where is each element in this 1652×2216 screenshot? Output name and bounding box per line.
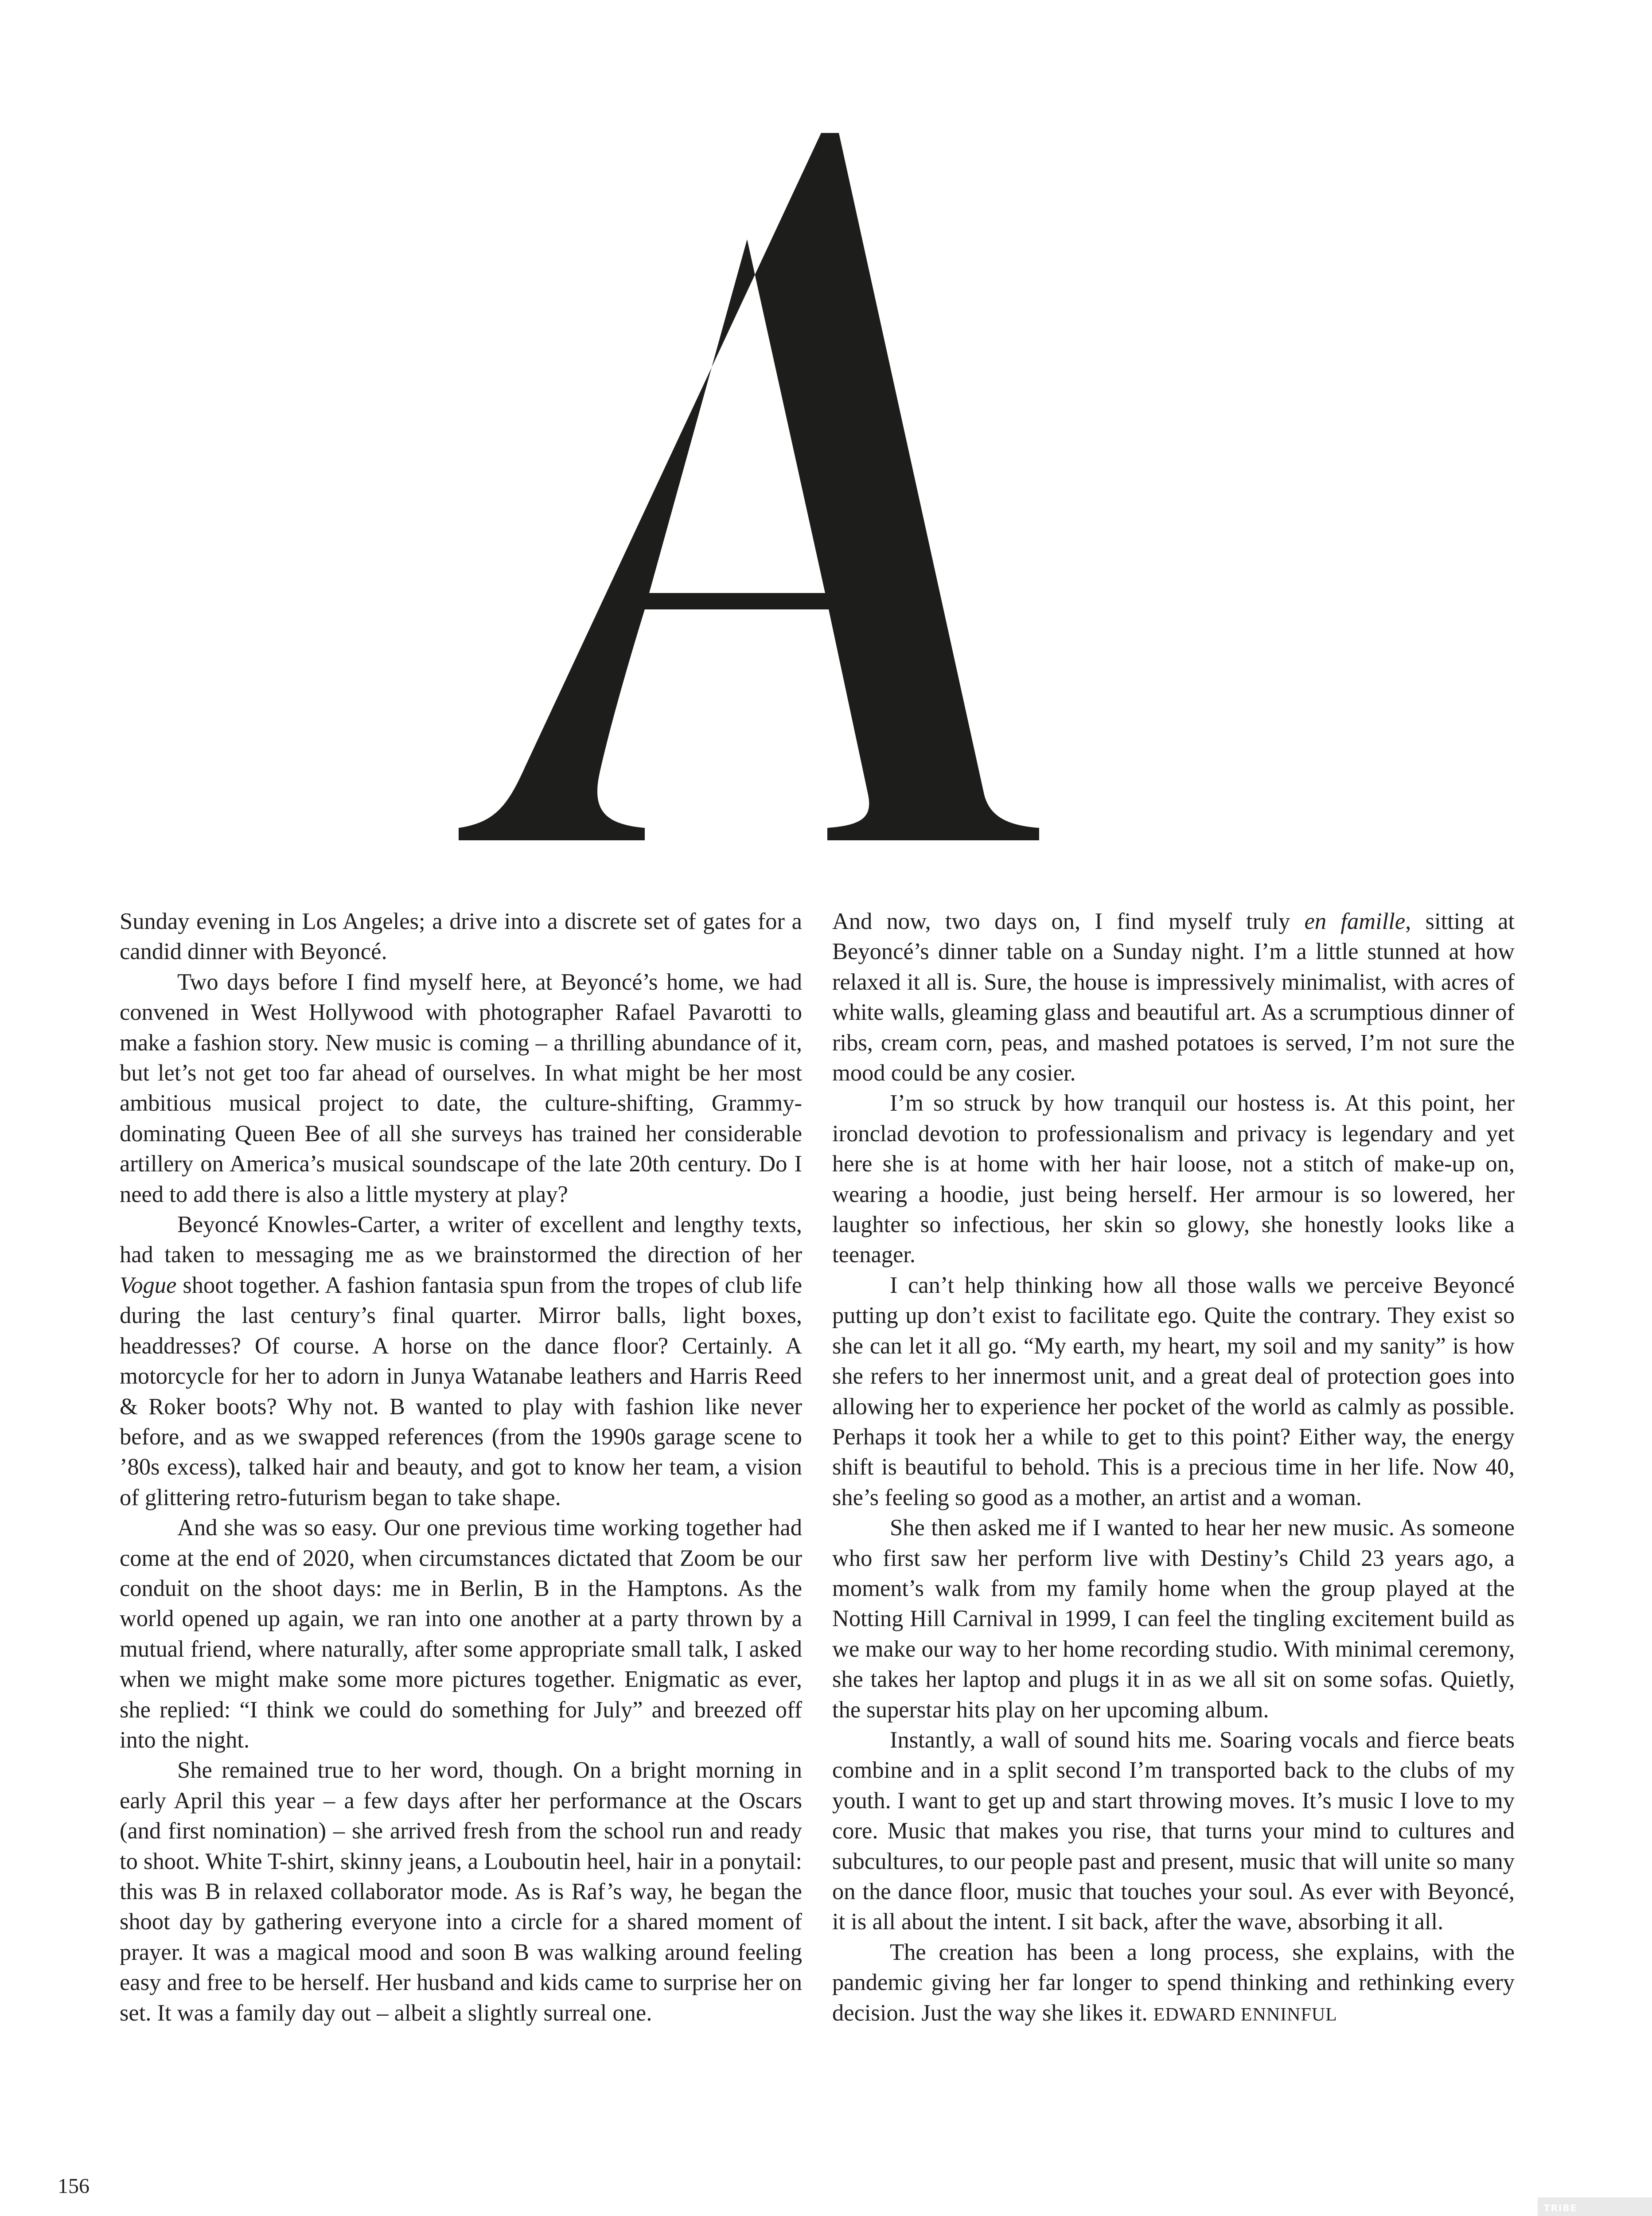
paragraph-text: shoot together. A fashion fantasia spun from the tropes of club life during the last century’s final quarter. Mirror balls, light boxes, headdresses? Of course. A horse on the dance floor? Certainly. A motorcycle for her to adorn in Junya Watanabe leathers and Harris Reed & Roker boots? Why not. B wanted to play with fashion like never before, and as we swapped references (from the 1990s garage scene to ’80s excess), talked hair and beauty, and got to know her team, a vision of glittering retro-futurism began to take shape. [120,1272,802,1510]
paragraph-text: She then asked me if I wanted to hear her new music. As someone who first saw her perform live with Destiny’s Child 23 years ago, a moment’s walk from my family home when the group played at the Notting Hill Carnival in 1999, I can feel the tingling excitement build as we make our way to her home recording studio. With minimal ceremony, she takes her laptop and plugs it in as we all sit on some sofas. Quietly, the superstar hits play on her upcoming album. [832,1515,1515,1723]
paragraph-text: Instantly, a wall of sound hits me. Soaring vocals and fierce beats combine and in a split second I’m transported back to the clubs of my youth. I want to get up and start throwing moves. It’s music I love to my core. Music that makes you rise, that turns your mind to cultures and subcultures, to our people past and present, music that will unite so many on the dance floor, music that touches your soul. As ever with Beyoncé, it is all about the intent. I sit back, after the wave, absorbing it all. [832,1727,1515,1935]
italic-title: en famille [1304,909,1406,934]
paragraph [832,1937,1515,2030]
paragraph [832,1088,1515,1270]
paragraph [120,906,802,967]
paragraph-text: , sitting at Beyoncé’s dinner table on a Sunday night. I’m a little stunned at how relaxed it all is. Sure, the house is impressively minimalist, with acres of white walls, gleaming glass and beautiful art. As a scrumptious dinner of ribs, cream corn, peas, and mashed potatoes is served, I’m not sure the mood could be any cosier. [832,909,1515,1086]
paragraph-text: Two days before I find myself here, at Beyoncé’s home, we had convened in West Hollywood with photographer Rafael Pavarotti to make a fashion story. New music is coming – a thrilling abundance of it, but let’s not get too far ahead of ourselves. In what might be her most ambitious musical project to date, the culture-shifting, Grammy-dominating Queen Bee of all she surveys has trained her considerable artillery on America’s musical soundscape of the late 20th century. Do I need to add there is also a little mystery at play? [120,969,802,1207]
article-column-right [832,906,1515,2030]
paragraph-text: Beyoncé Knowles-Carter, a writer of excellent and lengthy texts, had taken to messaging me as we brainstormed the direction of her [120,1212,802,1268]
paragraph-text: Sunday evening in Los Angeles; a drive into a discrete set of gates for a candid dinner with Beyoncé. [120,909,802,965]
drop-cap-glyph [459,133,1044,842]
page-number: 156 [58,2174,90,2198]
paragraph [832,1270,1515,1513]
paragraph-text: I’m so struck by how tranquil our hostess is. At this point, her ironclad devotion to professionalism and privacy is legendary and yet here she is at home with her hair loose, not a stitch of make-up on, wearing a hoodie, just being herself. Her armour is so lowered, her laughter so infectious, her skin so glowy, she honestly looks like a teenager. [832,1090,1515,1268]
paragraph-text: And she was so easy. Our one previous time working together had come at the end of 2020, when circumstances dictated that Zoom be our conduit on the shoot days: me in Berlin, B in the Hamptons. As the world opened up again, we ran into one another at a party thrown by a mutual friend, where naturally, after some appropriate small talk, I asked when we might make some more pictures together. Enigmatic as ever, she replied: “I think we could do something for July” and breezed off into the night. [120,1515,802,1753]
author-byline: EDWARD ENNINFUL [1153,2004,1337,2025]
paragraph [120,1209,802,1513]
paragraph [832,906,1515,1088]
paragraph [120,1755,802,2028]
paragraph-text: And now, two days on, I find myself truly [832,909,1305,934]
paragraph-text: I can’t help thinking how all those walls we perceive Beyoncé putting up don’t exist to facilitate ego. Quite the contrary. They exist so she can let it all go. “My earth, my heart, my soil and my sanity” is how she refers to her innermost unit, and a great deal of protection goes into allowing her to experience her pocket of the world as calmly as possible. Perhaps it took her a while to get to this point? Either way, the energy shift is beautiful to behold. This is a precious time in her life. Now 40, she’s feeling so good as a mother, an artist and a woman. [832,1272,1515,1510]
italic-title: Vogue [120,1272,177,1298]
paragraph [120,967,802,1209]
paragraph [120,1513,802,1755]
paragraph [832,1725,1515,1937]
article-column-left [120,906,802,2028]
watermark-label: TRIBE [1544,2203,1578,2213]
tribe-watermark [1538,2197,1652,2216]
paragraph-text: The creation has been a long process, she explains, with the pandemic giving her far longer to spend thinking and rethinking every decision. Just the way she likes it. [832,1939,1515,2026]
drop-cap-letter [459,133,1044,842]
paragraph-text: She remained true to her word, though. On a bright morning in early April this year – a few days after her performance at the Oscars (and first nomination) – she arrived fresh from the school run and ready to shoot. White T-shirt, skinny jeans, a Louboutin heel, hair in a ponytail: this was B in relaxed collaborator mode. As is Raf’s way, he began the shoot day by gathering everyone into a circle for a shared moment of prayer. It was a magical mood and soon B was walking around feeling easy and free to be herself. Her husband and kids came to surprise her on set. It was a family day out – albeit a slightly surreal one. [120,1757,802,2026]
paragraph [832,1513,1515,1725]
